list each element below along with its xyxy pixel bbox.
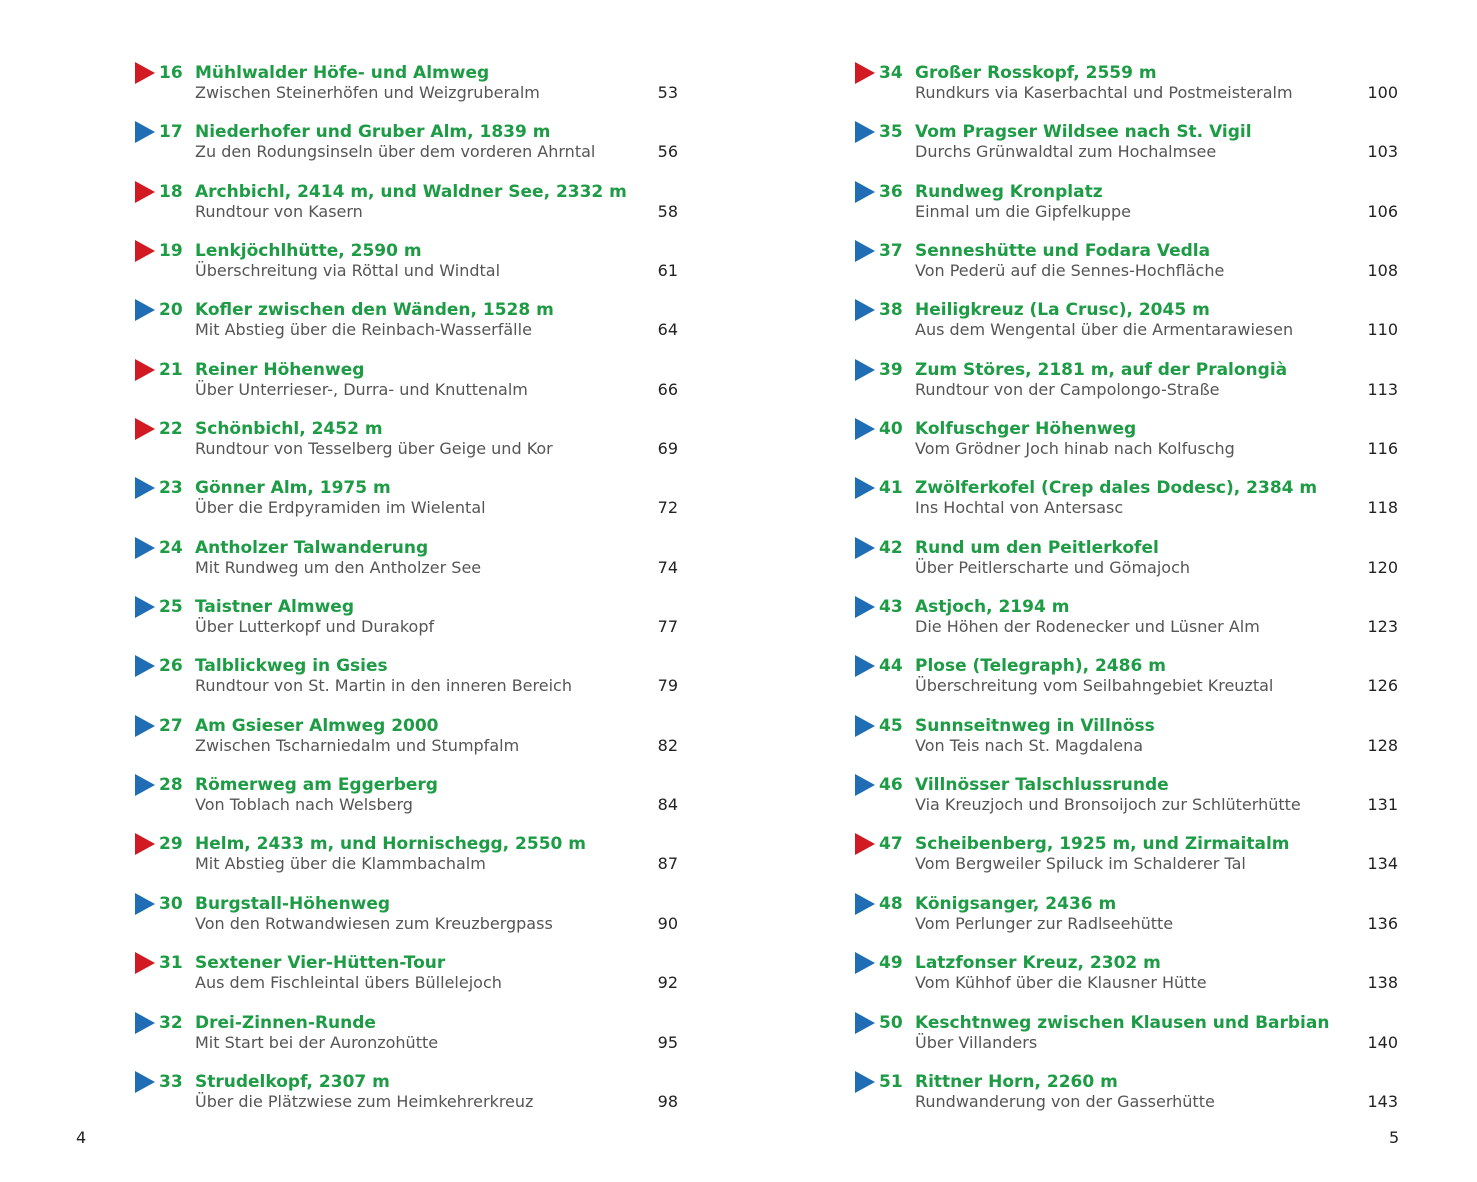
- blue-triangle-icon: [855, 715, 875, 737]
- entry-subtitle: Rundtour von Tesselberg über Geige und Kor: [195, 439, 553, 459]
- entry-subtitle: Von Toblach nach Welsberg: [195, 795, 413, 815]
- entry-page-number: 110: [1367, 320, 1398, 340]
- entry-page-number: 95: [657, 1032, 678, 1052]
- entry-subtitle: Zu den Rodungsinseln über dem vorderen Ahrntal: [195, 142, 596, 162]
- entry-page-number: 136: [1367, 913, 1398, 933]
- entry-number: 33: [159, 1071, 183, 1092]
- entry-number: 32: [159, 1012, 183, 1033]
- entry-page-number: 143: [1367, 1091, 1398, 1111]
- entry-title: Zum Störes, 2181 m, auf der Pralongià: [915, 359, 1288, 380]
- entry-title: Königsanger, 2436 m: [915, 893, 1117, 914]
- toc-entry: [855, 891, 1400, 950]
- toc-entry: [855, 119, 1400, 178]
- blue-triangle-icon: [135, 1071, 155, 1093]
- entry-subtitle: Rundkurs via Kaserbachtal und Postmeisteralm: [915, 83, 1293, 102]
- toc-entry: [855, 297, 1400, 356]
- entry-number: 24: [159, 537, 183, 558]
- entry-subtitle: Über Peitlerscharte und Gömajoch: [915, 557, 1191, 577]
- entry-number: 34: [879, 63, 903, 83]
- toc-entry: [135, 119, 680, 178]
- toc-entry: [855, 950, 1400, 1009]
- entry-number: 43: [879, 597, 903, 618]
- entry-title: Mühlwalder Höfe- und Almweg: [195, 63, 490, 83]
- entry-title: Kofler zwischen den Wänden, 1528 m: [195, 300, 554, 321]
- entry-page-number: 79: [657, 676, 678, 696]
- entry-subtitle: Überschreitung via Röttal und Windtal: [195, 261, 501, 281]
- entry-title: Schönbichl, 2452 m: [195, 419, 383, 440]
- entry-page-number: 134: [1367, 854, 1398, 874]
- entry-page-number: 108: [1367, 261, 1398, 281]
- entry-page-number: 123: [1367, 617, 1398, 637]
- entry-title: Archbichl, 2414 m, und Waldner See, 2332 m: [195, 181, 627, 202]
- entry-number: 36: [879, 181, 903, 202]
- entry-subtitle: Von den Rotwandwiesen zum Kreuzbergpass: [195, 913, 553, 933]
- entry-subtitle: Mit Start bei der Auronzohütte: [195, 1032, 439, 1052]
- entry-page-number: 131: [1367, 795, 1398, 815]
- entry-number: 16: [159, 63, 183, 83]
- entry-subtitle: Überschreitung vom Seilbahngebiet Kreuztal: [915, 676, 1274, 696]
- red-triangle-icon: [135, 833, 155, 855]
- entry-number: 45: [879, 715, 903, 736]
- toc-entry: [135, 891, 680, 950]
- entry-title: Kolfuschger Höhenweg: [915, 419, 1137, 440]
- blue-triangle-icon: [135, 893, 155, 915]
- entry-subtitle: Vom Bergweiler Spiluck im Schalderer Tal: [915, 854, 1246, 874]
- blue-triangle-icon: [855, 299, 875, 321]
- entry-number: 17: [159, 122, 183, 143]
- red-triangle-icon: [855, 62, 875, 84]
- entry-title: Gönner Alm, 1975 m: [195, 478, 391, 499]
- page-number-left: 4: [76, 1128, 87, 1147]
- entry-number: 18: [159, 181, 183, 202]
- entry-title: Plose (Telegraph), 2486 m: [915, 656, 1166, 677]
- entry-page-number: 128: [1367, 735, 1398, 755]
- entry-title: Senneshütte und Fodara Vedla: [915, 241, 1211, 262]
- toc-entry: [855, 653, 1400, 712]
- entry-page-number: 82: [657, 735, 678, 755]
- entry-number: 25: [159, 597, 183, 618]
- entry-page-number: 77: [657, 617, 678, 637]
- entry-subtitle: Einmal um die Gipfelkuppe: [915, 201, 1131, 221]
- entry-page-number: 69: [657, 439, 678, 459]
- entry-number: 44: [879, 656, 903, 677]
- entry-title: Rundweg Kronplatz: [915, 181, 1103, 202]
- entry-title: Drei-Zinnen-Runde: [195, 1012, 376, 1033]
- entry-number: 38: [879, 300, 903, 321]
- entry-number: 47: [879, 834, 903, 855]
- entry-title: Am Gsieser Almweg 2000: [195, 715, 439, 736]
- entry-title: Taistner Almweg: [195, 597, 354, 618]
- red-triangle-icon: [135, 359, 155, 381]
- entry-number: 31: [159, 953, 183, 974]
- entry-page-number: 58: [657, 201, 678, 221]
- red-triangle-icon: [135, 418, 155, 440]
- toc-entry: [135, 831, 680, 890]
- entry-page-number: 118: [1367, 498, 1398, 518]
- entry-number: 19: [159, 241, 183, 262]
- entry-title: Villnösser Talschlussrunde: [915, 775, 1169, 796]
- entry-number: 22: [159, 419, 183, 440]
- entry-number: 46: [879, 775, 903, 796]
- toc-entry: [135, 179, 680, 238]
- entry-page-number: 90: [657, 913, 678, 933]
- toc-entry: [855, 416, 1400, 475]
- entry-subtitle: Rundtour von der Campolongo-Straße: [915, 379, 1220, 399]
- entry-number: 20: [159, 300, 183, 321]
- entry-number: 50: [879, 1012, 903, 1033]
- red-triangle-icon: [855, 833, 875, 855]
- entry-page-number: 113: [1367, 379, 1398, 399]
- blue-triangle-icon: [855, 774, 875, 796]
- entry-title: Keschtnweg zwischen Klausen und Barbian: [915, 1012, 1330, 1033]
- blue-triangle-icon: [855, 181, 875, 203]
- entry-title: Scheibenberg, 1925 m, und Zirmaitalm: [915, 834, 1290, 855]
- toc-entry: [855, 535, 1400, 594]
- entry-title: Talblickweg in Gsies: [195, 656, 388, 677]
- entry-title: Zwölferkofel (Crep dales Dodesc), 2384 m: [915, 478, 1318, 499]
- entry-subtitle: Vom Grödner Joch hinab nach Kolfuschg: [915, 439, 1235, 459]
- entry-page-number: 116: [1367, 439, 1398, 459]
- blue-triangle-icon: [135, 299, 155, 321]
- entry-subtitle: Vom Perlunger zur Radlseehütte: [915, 913, 1174, 933]
- blue-triangle-icon: [855, 240, 875, 262]
- blue-triangle-icon: [855, 359, 875, 381]
- toc-entry: [855, 238, 1400, 297]
- entry-title: Römerweg am Eggerberg: [195, 775, 438, 796]
- entry-number: 27: [159, 715, 183, 736]
- entry-title: Rittner Horn, 2260 m: [915, 1071, 1118, 1092]
- entry-page-number: 66: [657, 379, 678, 399]
- toc-entry: [855, 772, 1400, 831]
- entry-title: Sunnseitnweg in Villnöss: [915, 715, 1155, 736]
- entry-subtitle: Rundtour von Kasern: [195, 201, 363, 221]
- blue-triangle-icon: [855, 952, 875, 974]
- blue-triangle-icon: [855, 477, 875, 499]
- entry-number: 49: [879, 953, 903, 974]
- entry-number: 48: [879, 893, 903, 914]
- entry-title: Reiner Höhenweg: [195, 359, 365, 380]
- entry-subtitle: Mit Abstieg über die Reinbach-Wasserfälle: [195, 320, 532, 340]
- toc-entry: [135, 653, 680, 712]
- entry-subtitle: Über die Plätzwiese zum Heimkehrerkreuz: [195, 1091, 534, 1111]
- entry-subtitle: Vom Kühhof über die Klausner Hütte: [915, 973, 1207, 993]
- toc-entry: [135, 713, 680, 772]
- entry-subtitle: Über Unterrieser-, Durra- und Knuttenalm: [195, 379, 528, 399]
- entry-title: Sextener Vier-Hütten-Tour: [195, 953, 446, 974]
- toc-entry: [855, 831, 1400, 890]
- toc-column-right: [855, 60, 1400, 1128]
- entry-title: Astjoch, 2194 m: [915, 597, 1070, 618]
- toc-entry: [135, 297, 680, 356]
- toc-entry: [135, 950, 680, 1009]
- toc-entry: [135, 594, 680, 653]
- entry-title: Strudelkopf, 2307 m: [195, 1071, 390, 1092]
- entry-number: 30: [159, 893, 183, 914]
- entry-page-number: 138: [1367, 973, 1398, 993]
- entry-title: Großer Rosskopf, 2559 m: [915, 63, 1157, 83]
- entry-page-number: 92: [657, 973, 678, 993]
- entry-number: 21: [159, 359, 183, 380]
- toc-entry: [135, 60, 680, 119]
- blue-triangle-icon: [135, 1012, 155, 1034]
- entry-page-number: 120: [1367, 557, 1398, 577]
- entry-subtitle: Die Höhen der Rodenecker und Lüsner Alm: [915, 617, 1260, 637]
- entry-subtitle: Von Teis nach St. Magdalena: [915, 735, 1144, 755]
- toc-column-left: [135, 60, 680, 1128]
- entry-subtitle: Zwischen Tscharniedalm und Stumpfalm: [195, 735, 520, 755]
- toc-entry: [855, 179, 1400, 238]
- entry-page-number: 61: [657, 261, 678, 281]
- toc-entry: [855, 713, 1400, 772]
- entry-page-number: 74: [657, 557, 678, 577]
- entry-subtitle: Mit Rundweg um den Antholzer See: [195, 557, 482, 577]
- entry-page-number: 64: [657, 320, 678, 340]
- entry-number: 37: [879, 241, 903, 262]
- blue-triangle-icon: [135, 715, 155, 737]
- entry-number: 23: [159, 478, 183, 499]
- blue-triangle-icon: [855, 121, 875, 143]
- entry-number: 41: [879, 478, 903, 499]
- entry-number: 40: [879, 419, 903, 440]
- entry-number: 51: [879, 1071, 903, 1092]
- blue-triangle-icon: [135, 121, 155, 143]
- entry-title: Latzfonser Kreuz, 2302 m: [915, 953, 1161, 974]
- entry-number: 42: [879, 537, 903, 558]
- entry-number: 28: [159, 775, 183, 796]
- entry-subtitle: Ins Hochtal von Antersasc: [915, 498, 1124, 518]
- entry-title: Heiligkreuz (La Crusc), 2045 m: [915, 300, 1210, 321]
- entry-subtitle: Durchs Grünwaldtal zum Hochalmsee: [915, 142, 1217, 162]
- toc-entry: [855, 1010, 1400, 1069]
- toc-entry: [135, 772, 680, 831]
- red-triangle-icon: [135, 952, 155, 974]
- entry-subtitle: Mit Abstieg über die Klammbachalm: [195, 854, 486, 874]
- blue-triangle-icon: [855, 893, 875, 915]
- entry-page-number: 103: [1367, 142, 1398, 162]
- blue-triangle-icon: [855, 596, 875, 618]
- entry-title: Niederhofer und Gruber Alm, 1839 m: [195, 122, 551, 143]
- entry-page-number: 84: [657, 795, 678, 815]
- entry-subtitle: Über Villanders: [915, 1032, 1038, 1052]
- entry-subtitle: Über die Erdpyramiden im Wielental: [195, 498, 486, 518]
- entry-page-number: 72: [657, 498, 678, 518]
- toc-entry: [135, 535, 680, 594]
- blue-triangle-icon: [855, 655, 875, 677]
- toc-entry: [135, 475, 680, 534]
- blue-triangle-icon: [135, 655, 155, 677]
- toc-entry: [855, 60, 1400, 119]
- toc-entry: [135, 238, 680, 297]
- entry-subtitle: Rundtour von St. Martin in den inneren Bereich: [195, 676, 572, 696]
- toc-entry: [135, 357, 680, 416]
- entry-title: Helm, 2433 m, und Hornischegg, 2550 m: [195, 834, 586, 855]
- entry-page-number: 106: [1367, 201, 1398, 221]
- toc-entry: [135, 1010, 680, 1069]
- entry-number: 26: [159, 656, 183, 677]
- blue-triangle-icon: [855, 537, 875, 559]
- toc-entry: [135, 1069, 680, 1128]
- entry-page-number: 140: [1367, 1032, 1398, 1052]
- entry-page-number: 100: [1367, 83, 1398, 102]
- blue-triangle-icon: [855, 1012, 875, 1034]
- red-triangle-icon: [135, 240, 155, 262]
- red-triangle-icon: [135, 62, 155, 84]
- blue-triangle-icon: [135, 774, 155, 796]
- toc-entry: [855, 1069, 1400, 1128]
- entry-title: Antholzer Talwanderung: [195, 537, 429, 558]
- entry-page-number: 98: [657, 1091, 678, 1111]
- entry-page-number: 126: [1367, 676, 1398, 696]
- entry-number: 35: [879, 122, 903, 143]
- entry-subtitle: Aus dem Fischleintal übers Büllelejoch: [195, 973, 502, 993]
- blue-triangle-icon: [135, 537, 155, 559]
- entry-number: 29: [159, 834, 183, 855]
- toc-entry: [135, 416, 680, 475]
- entry-title: Lenkjöchlhütte, 2590 m: [195, 241, 422, 262]
- blue-triangle-icon: [135, 596, 155, 618]
- entry-page-number: 87: [657, 854, 678, 874]
- toc-entry: [855, 357, 1400, 416]
- entry-page-number: 56: [657, 142, 678, 162]
- entry-subtitle: Rundwanderung von der Gasserhütte: [915, 1091, 1215, 1111]
- entry-subtitle: Über Lutterkopf und Durakopf: [195, 617, 435, 637]
- entry-title: Rund um den Peitlerkofel: [915, 537, 1159, 558]
- blue-triangle-icon: [855, 1071, 875, 1093]
- entry-title: Vom Pragser Wildsee nach St. Vigil: [915, 122, 1252, 143]
- entry-title: Burgstall-Höhenweg: [195, 893, 391, 914]
- toc-entry: [855, 475, 1400, 534]
- entry-subtitle: Aus dem Wengental über die Armentarawiesen: [915, 320, 1294, 340]
- entry-number: 39: [879, 359, 903, 380]
- red-triangle-icon: [135, 181, 155, 203]
- entry-subtitle: Via Kreuzjoch und Bronsoijoch zur Schlüterhütte: [915, 795, 1301, 815]
- entry-subtitle: Zwischen Steinerhöfen und Weizgruberalm: [195, 83, 540, 102]
- blue-triangle-icon: [135, 477, 155, 499]
- entry-subtitle: Von Pederü auf die Sennes-Hochfläche: [915, 261, 1225, 281]
- blue-triangle-icon: [855, 418, 875, 440]
- entry-page-number: 53: [657, 83, 678, 102]
- page-number-right: 5: [1389, 1128, 1400, 1147]
- toc-entry: [855, 594, 1400, 653]
